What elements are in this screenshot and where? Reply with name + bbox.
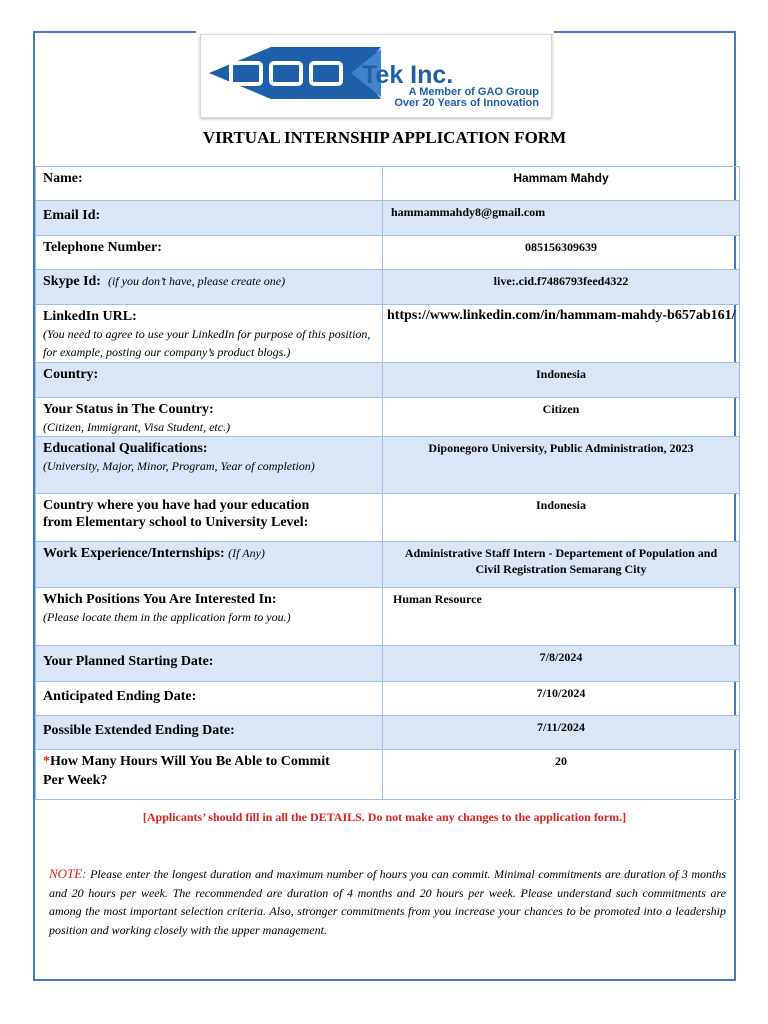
label-education-country-2: from Elementary school to University Level: xyxy=(43,515,309,530)
label-telephone: Telephone Number: xyxy=(43,240,162,255)
value-email[interactable]: hammammahdy8@gmail.com xyxy=(391,205,546,219)
row-status xyxy=(36,398,740,437)
row-country xyxy=(36,363,740,398)
hint-work-experience: (If Any) xyxy=(228,546,265,560)
value-hours[interactable]: 20 xyxy=(555,754,567,768)
value-work-experience-2[interactable]: Civil Registration Semarang City xyxy=(475,562,647,576)
value-start-date[interactable]: 7/8/2024 xyxy=(539,650,583,664)
row-end-date xyxy=(36,682,740,716)
hint-linkedin: (You need to agree to use your LinkedIn for purpose of this position, for example, posting our company’s product blogs.) xyxy=(43,327,371,359)
logo-company-name: Tek Inc. xyxy=(362,61,454,89)
hint-positions: (Please locate them in the application form to you.) xyxy=(43,610,291,624)
row-education xyxy=(36,437,740,494)
hint-education: (University, Major, Minor, Program, Year of completion) xyxy=(43,459,315,473)
label-education-country-1: Country where you have had your education xyxy=(43,498,310,513)
row-telephone xyxy=(36,236,740,270)
label-country: Country: xyxy=(43,367,99,382)
row-extended-date xyxy=(36,716,740,750)
label-end-date: Anticipated Ending Date: xyxy=(43,689,197,704)
value-telephone[interactable]: 085156309639 xyxy=(525,240,597,254)
hint-status: (Citizen, Immigrant, Visa Student, etc.) xyxy=(43,420,231,434)
form-title: VIRTUAL INTERNSHIP APPLICATION FORM xyxy=(202,128,567,147)
label-hours-1: How Many Hours Will You Be Able to Commit xyxy=(50,754,330,769)
value-positions[interactable]: Human Resource xyxy=(393,592,482,606)
value-education[interactable]: Diponegoro University, Public Administration, 2023 xyxy=(428,441,694,455)
logo-tagline-1: A Member of GAO Group xyxy=(408,86,539,98)
row-hours xyxy=(36,750,740,800)
company-logo xyxy=(200,34,552,118)
warning-text: [Applicants’ should fill in all the DETAILS. Do not make any changes to the application form.] xyxy=(142,810,627,824)
logo-tagline-2: Over 20 Years of Innovation xyxy=(394,97,539,109)
label-extended-date: Possible Extended Ending Date: xyxy=(43,723,235,738)
gao-logo-mark xyxy=(201,35,551,117)
label-hours-2: Per Week? xyxy=(43,773,108,788)
value-extended-date[interactable]: 7/11/2024 xyxy=(536,720,585,734)
required-star: * xyxy=(43,754,50,769)
row-positions xyxy=(36,588,740,646)
row-linkedin xyxy=(36,305,740,363)
note-text: Please enter the longest duration and maximum number of hours you can commit. Minimal commitments are duration of 3 months and 20 hours per week. The recommended are duration of 4 months and 20 hours per week. Please understand such commitments are among the most important selection criteria. Also, stronger commitments from you increase your chances to be promoted into a leadership position and working closely with the upper management. xyxy=(49,867,726,937)
row-education-country xyxy=(36,494,740,542)
label-positions: Which Positions You Are Interested In: xyxy=(43,592,277,607)
value-status[interactable]: Citizen xyxy=(542,402,580,416)
value-work-experience-1[interactable]: Administrative Staff Intern - Departement of Population and xyxy=(404,546,718,560)
value-end-date[interactable]: 7/10/2024 xyxy=(536,686,586,700)
row-start-date xyxy=(36,646,740,682)
label-email: Email Id: xyxy=(43,208,101,223)
label-education: Educational Qualifications: xyxy=(43,441,208,456)
row-name xyxy=(36,167,740,201)
label-linkedin: LinkedIn URL: xyxy=(43,309,137,324)
note-label: NOTE: xyxy=(49,866,87,881)
value-name[interactable]: Hammam Mahdy xyxy=(513,171,609,185)
label-name: Name: xyxy=(43,171,83,186)
note-paragraph xyxy=(49,865,726,939)
value-linkedin[interactable]: https://www.linkedin.com/in/hammam-mahdy-b657ab161/ xyxy=(387,308,736,323)
application-table xyxy=(35,166,740,800)
value-education-country[interactable]: Indonesia xyxy=(535,498,587,512)
row-work-experience xyxy=(36,542,740,588)
label-status: Your Status in The Country: xyxy=(43,402,214,417)
hint-skype: (if you don’t have, please create one) xyxy=(107,274,286,288)
value-skype[interactable]: live:.cid.f7486793feed4322 xyxy=(493,274,629,288)
row-email xyxy=(36,201,740,236)
label-work-experience: Work Experience/Internships: xyxy=(43,546,225,561)
value-country[interactable]: Indonesia xyxy=(535,367,587,381)
label-skype: Skype Id: xyxy=(43,274,101,289)
label-start-date: Your Planned Starting Date: xyxy=(43,654,214,669)
row-skype xyxy=(36,270,740,305)
